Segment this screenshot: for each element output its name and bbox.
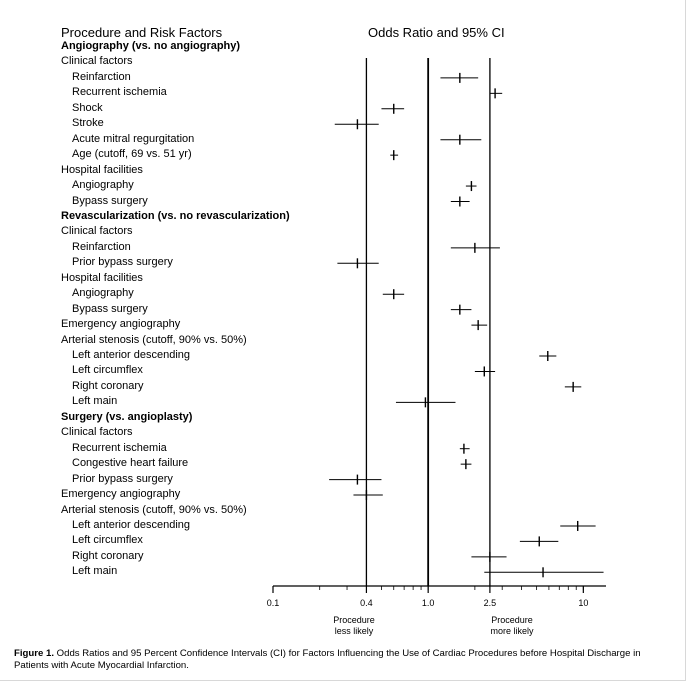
direction-label-left — [318, 615, 390, 637]
row-label: Angiography — [72, 179, 134, 192]
direction-label-left-text: Procedure less likely — [333, 615, 375, 636]
tick-label-2.5: 2.5 — [483, 598, 497, 608]
left-column-header: Procedure and Risk Factors — [61, 25, 223, 40]
row-label: Recurrent ischemia — [72, 441, 167, 454]
row-label: Prior bypass surgery — [72, 472, 173, 485]
row-label: Arterial stenosis (cutoff, 90% vs. 50%) — [61, 333, 247, 346]
row-label: Bypass surgery — [72, 302, 148, 315]
row-label: Revascularization (vs. no revascularization) — [61, 209, 290, 222]
row-label: Clinical factors — [61, 426, 133, 439]
row-label: Hospital facilities — [61, 163, 143, 176]
row-label: Left main — [72, 565, 118, 578]
tick-label-1.0: 1.0 — [421, 598, 435, 608]
row-label: Shock — [72, 101, 103, 114]
tick-label-0.1: 0.1 — [266, 598, 280, 608]
tick-label-10: 10 — [578, 598, 589, 608]
figure-caption — [14, 648, 674, 672]
row-label: Age (cutoff, 69 vs. 51 yr) — [72, 148, 192, 161]
row-label: Reinfarction — [72, 70, 131, 83]
row-label: Emergency angiography — [61, 488, 181, 501]
right-column-header: Odds Ratio and 95% CI — [368, 25, 505, 40]
row-label: Stroke — [72, 117, 104, 130]
row-label: Angiography — [72, 287, 134, 300]
row-label: Left circumflex — [72, 364, 143, 377]
row-label: Surgery (vs. angioplasty) — [61, 410, 193, 423]
row-label: Prior bypass surgery — [72, 256, 173, 269]
row-label: Congestive heart failure — [72, 457, 189, 470]
row-label: Left anterior descending — [72, 518, 191, 531]
row-label: Clinical factors — [61, 225, 133, 238]
row-label: Left main — [72, 395, 118, 408]
caption-text: Odds Ratios and 95 Percent Confidence Intervals (CI) for Factors Influencing the Use of Cardiac Procedures before Hospital Discharge in Patients with Acute Myocardial Infarction. — [14, 648, 641, 671]
row-label: Emergency angiography — [61, 318, 181, 331]
row-label: Right coronary — [72, 549, 144, 562]
row-label: Right coronary — [72, 379, 144, 392]
row-label: Bypass surgery — [72, 194, 148, 207]
row-label: Left anterior descending — [72, 349, 191, 361]
row-label: Acute mitral regurgitation — [72, 132, 195, 145]
direction-label-right — [476, 615, 548, 637]
row-label: Arterial stenosis (cutoff, 90% vs. 50%) — [61, 503, 247, 516]
row-label: Left circumflex — [72, 534, 143, 547]
row-label: Recurrent ischemia — [72, 86, 167, 99]
row-label: Hospital facilities — [61, 271, 143, 284]
tick-label-0.4: 0.4 — [360, 598, 373, 608]
row-label: Angiography (vs. no angiography) — [61, 40, 241, 52]
direction-label-right-text: Procedure more likely — [490, 615, 534, 636]
row-label: Reinfarction — [72, 240, 131, 253]
caption-label: Figure 1. — [14, 648, 54, 659]
row-label: Clinical factors — [61, 55, 133, 68]
